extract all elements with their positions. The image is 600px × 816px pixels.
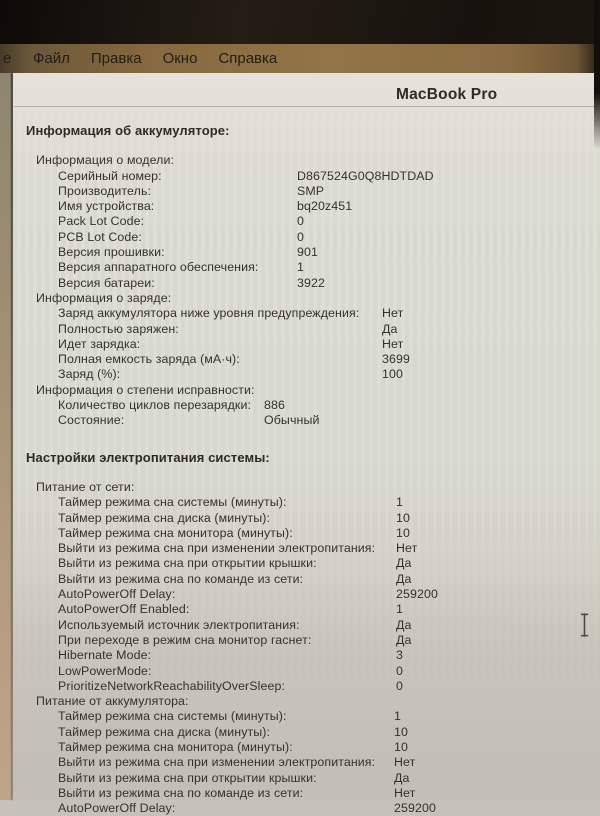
row-label: AutoPowerOff Delay:	[58, 801, 176, 816]
row-value: 10	[396, 510, 410, 525]
row-value: Да	[396, 556, 412, 571]
row-label: Версия аппаратного обеспечения:	[58, 260, 259, 275]
info-row	[13, 786, 600, 801]
row-value: Нет	[396, 541, 418, 556]
row-label: Выйти из режима сна при изменении электропитания:	[58, 755, 376, 770]
info-row	[13, 184, 600, 199]
row-label: Используемый источник электропитания:	[58, 617, 300, 632]
row-label: Таймер режима сна системы (минуты):	[58, 495, 287, 510]
ibeam-cursor	[578, 612, 591, 638]
info-row	[13, 306, 600, 321]
row-label: Таймер режима сна системы (минуты):	[58, 709, 287, 724]
menu-item-3[interactable]: Окно	[162, 50, 198, 67]
row-label: Выйти из режима сна по команде из сети:	[58, 571, 304, 586]
row-value: 10	[394, 724, 408, 739]
info-row	[13, 541, 600, 556]
group-heading: Информация о степени исправности:	[36, 382, 255, 397]
info-row	[13, 725, 600, 740]
group-heading: Питание от сети:	[36, 479, 135, 494]
row-label: Полностью заряжен:	[58, 321, 179, 336]
battery-listing	[13, 107, 600, 816]
row-label: Идет зарядка:	[58, 336, 141, 351]
row-value: 3	[396, 648, 403, 663]
row-label: Заряд аккумулятора ниже уровня предупреждения:	[58, 306, 360, 321]
row-label: LowPowerMode:	[58, 663, 152, 678]
info-row	[13, 230, 600, 245]
info-row	[13, 245, 600, 260]
row-label: Выйти из режима сна при открытии крышки:	[58, 556, 317, 571]
info-row	[13, 495, 600, 510]
row-label: При переходе в режим сна монитор гаснет:	[58, 632, 312, 647]
row-value: Да	[396, 617, 412, 632]
row-value: 3699	[382, 352, 410, 367]
info-row	[13, 618, 600, 633]
group-heading: Питание от аккумулятора:	[36, 694, 189, 709]
group-heading: Информация о заряде:	[36, 290, 172, 305]
row-label: Выйти из режима сна по команде из сети:	[58, 785, 304, 800]
row-value: Нет	[382, 336, 404, 351]
info-row	[13, 169, 600, 184]
row-label: Выйти из режима сна при изменении электропитания:	[58, 541, 376, 556]
row-label: PrioritizeNetworkReachabilityOverSleep:	[58, 678, 286, 693]
row-value: Нет	[394, 755, 416, 770]
menu-item-partial[interactable]: е	[3, 50, 12, 67]
screen-right-edge	[594, 0, 600, 150]
row-value: Обычный	[264, 413, 320, 428]
info-row	[13, 276, 600, 291]
row-label: AutoPowerOff Enabled:	[58, 602, 190, 617]
row-value: 1	[396, 602, 403, 617]
row-label: Количество циклов перезарядки:	[58, 398, 252, 413]
info-row	[13, 679, 600, 694]
info-row	[13, 587, 600, 602]
row-value: 3922	[297, 275, 325, 290]
row-value: 1	[394, 709, 401, 724]
row-value: 0	[396, 678, 403, 693]
row-value: 10	[396, 525, 410, 540]
info-row	[13, 740, 600, 755]
menu-bar-items	[0, 50, 277, 67]
info-row	[13, 199, 600, 214]
section-heading: Информация об аккумуляторе:	[26, 123, 230, 138]
row-value: 100	[382, 367, 403, 382]
info-row	[13, 511, 600, 526]
row-value: 10	[394, 739, 408, 754]
info-row	[13, 526, 600, 541]
menu-item-4[interactable]: Справка	[218, 50, 278, 67]
menu-item-2[interactable]: Правка	[90, 50, 142, 67]
info-row	[13, 398, 600, 413]
row-value: 0	[396, 663, 403, 678]
row-label: AutoPowerOff Delay:	[58, 587, 176, 602]
info-row	[13, 771, 600, 786]
row-label: Версия прошивки:	[58, 245, 165, 260]
system-information-window	[13, 73, 600, 816]
row-label: Таймер режима сна диска (минуты):	[58, 510, 271, 525]
row-label: Имя устройства:	[58, 199, 155, 214]
row-label: Таймер режима сна диска (минуты):	[58, 724, 271, 739]
row-value: Да	[396, 632, 412, 647]
row-value: Да	[382, 321, 398, 336]
row-value: 1	[297, 260, 304, 275]
info-row	[13, 572, 600, 587]
info-row	[13, 413, 600, 428]
info-row	[13, 664, 600, 679]
info-section	[13, 450, 600, 816]
row-value: D867524G0Q8HDTDAD	[297, 168, 434, 183]
row-label: Версия батареи:	[58, 275, 155, 290]
row-value: Нет	[382, 306, 404, 321]
row-value: Нет	[394, 785, 416, 800]
row-label: Таймер режима сна монитора (минуты):	[58, 739, 293, 754]
desktop-dark-area	[0, 0, 600, 44]
row-value: Да	[394, 770, 410, 785]
info-row	[13, 801, 600, 816]
menu-item-1[interactable]: Файл	[33, 50, 70, 67]
info-row	[13, 352, 600, 367]
row-value: 259200	[394, 801, 436, 816]
info-row	[13, 322, 600, 337]
row-value: SMP	[297, 183, 325, 198]
hardware-model-title: MacBook Pro	[396, 86, 498, 103]
row-label: PCB Lot Code:	[58, 229, 142, 244]
info-row	[13, 648, 600, 663]
row-label: Производитель:	[58, 183, 152, 198]
info-row	[13, 260, 600, 275]
row-label: Pack Lot Code:	[58, 214, 145, 229]
row-label: Серийный номер:	[58, 168, 162, 183]
info-row	[13, 556, 600, 571]
row-label: Выйти из режима сна при открытии крышки:	[58, 770, 317, 785]
row-value: 901	[297, 245, 318, 260]
row-value: 0	[297, 229, 304, 244]
info-section	[13, 123, 600, 429]
row-value: 1	[396, 495, 403, 510]
row-value: Да	[396, 571, 412, 586]
info-row	[13, 214, 600, 229]
row-value: bq20z451	[297, 199, 353, 214]
info-row	[13, 755, 600, 770]
group-heading: Информация о модели:	[36, 153, 175, 168]
row-value: 886	[264, 398, 285, 413]
row-label: Hibernate Mode:	[58, 648, 152, 663]
row-label: Состояние:	[58, 413, 125, 428]
info-row	[13, 709, 600, 724]
row-value: 0	[297, 214, 304, 229]
info-row	[13, 633, 600, 648]
menu-bar	[0, 44, 600, 73]
info-row	[13, 602, 600, 617]
row-label: Заряд (%):	[58, 367, 121, 382]
section-heading: Настройки электропитания системы:	[26, 449, 270, 465]
row-label: Полная емкость заряда (мА·ч):	[58, 352, 240, 367]
info-row	[13, 367, 600, 382]
row-value: 259200	[396, 587, 438, 602]
row-label: Таймер режима сна монитора (минуты):	[58, 525, 293, 540]
info-row	[13, 337, 600, 352]
